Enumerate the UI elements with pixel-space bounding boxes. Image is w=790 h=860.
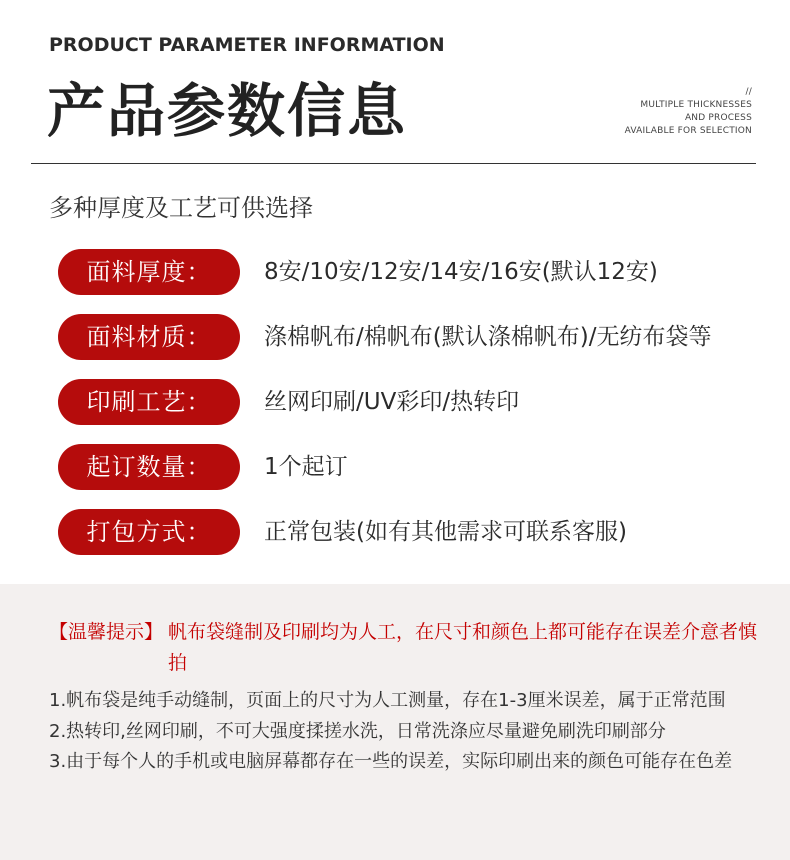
page-title: 产品参数信息 <box>47 77 408 145</box>
subtitle: 多种厚度及工艺可供选择 <box>49 194 313 222</box>
param-value: 1个起订 <box>264 454 348 480</box>
param-label-pill: 面料材质： <box>58 314 240 360</box>
param-label-pill: 印刷工艺： <box>58 379 240 425</box>
param-value: 8安/10安/12安/14安/16安(默认12安) <box>264 259 658 285</box>
notice-item: 3.由于每个人的手机或电脑屏幕都存在一些的误差，实际印刷出来的颜色可能存在色差 <box>49 751 733 772</box>
notice-item: 2.热转印,丝网印刷，不可大强度揉搓水洗，日常洗涤应尽量避免刷洗印刷部分 <box>49 720 666 742</box>
param-row-packaging <box>58 509 778 555</box>
side-note-mark: // <box>745 87 752 97</box>
param-label-pill: 面料厚度： <box>58 249 240 295</box>
notice-item: 1.帆布袋是纯手动缝制，页面上的尺寸为人工测量，存在1-3厘米误差，属于正常范围 <box>49 690 726 711</box>
side-note-line: AND PROCESS <box>684 113 752 123</box>
param-value: 涤棉帆布/棉帆布(默认涤棉帆布)/无纺布袋等 <box>264 324 712 350</box>
side-note-line: AVAILABLE FOR SELECTION <box>624 126 752 136</box>
divider <box>31 163 756 164</box>
page-title-en: PRODUCT PARAMETER INFORMATION <box>49 34 445 56</box>
param-row-moq <box>58 444 778 490</box>
param-value: 丝网印刷/UV彩印/热转印 <box>264 389 520 415</box>
param-row-material <box>58 314 778 360</box>
param-row-printing <box>58 379 778 425</box>
side-note <box>625 86 752 138</box>
notice-items <box>49 686 749 778</box>
notice-label: 【温馨提示】 <box>49 621 164 643</box>
side-note-line: MULTIPLE THICKNESSES <box>640 100 752 110</box>
param-label-pill: 起订数量： <box>58 444 240 490</box>
param-label-pill: 打包方式： <box>58 509 240 555</box>
param-row-thickness <box>58 249 778 295</box>
notice-text: 帆布袋缝制及印刷均为人工，在尺寸和颜色上都可能存在误差介意者慎拍 <box>168 621 758 674</box>
param-value: 正常包装(如有其他需求可联系客服) <box>264 519 627 545</box>
